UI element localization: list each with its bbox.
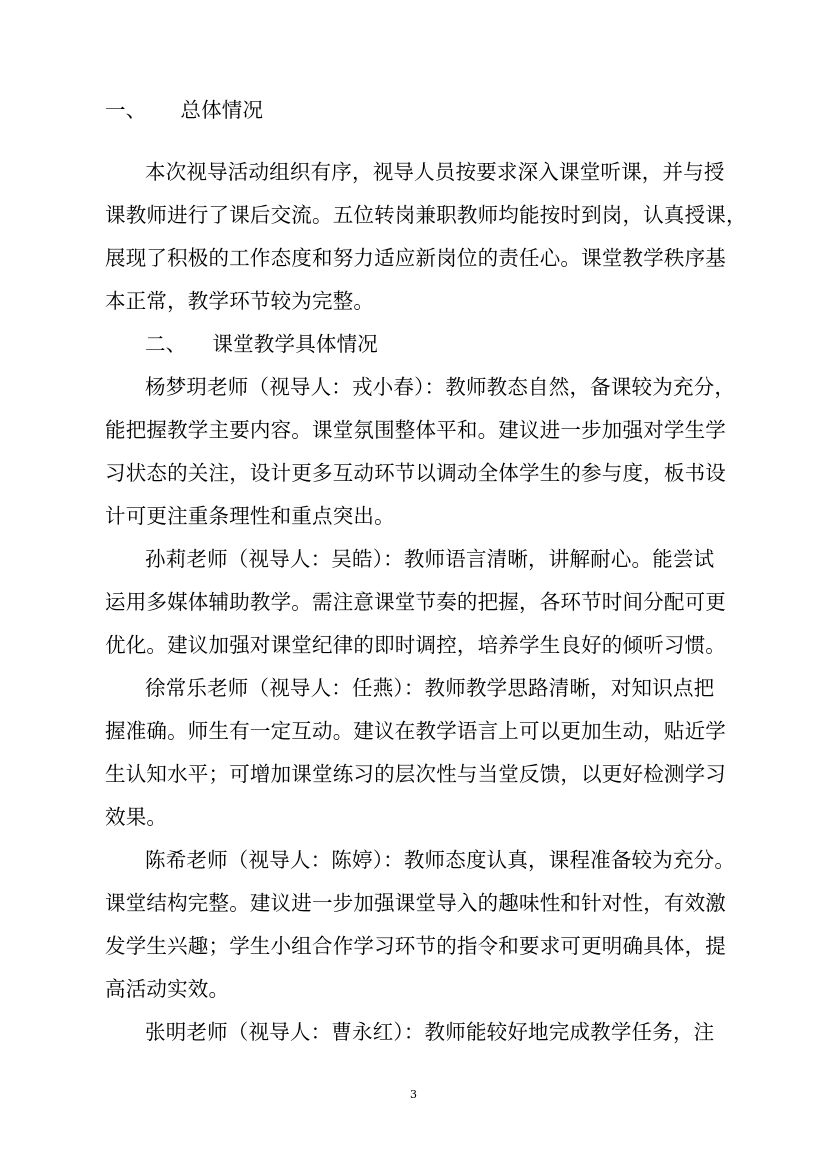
paragraph-line: 杨梦玥老师（视导人：戎小春）：教师教态自然，备课较为充分， <box>145 375 736 399</box>
paragraph-line: 高活动实效。 <box>105 977 230 1001</box>
paragraph-line: 效果。 <box>105 805 168 829</box>
paragraph-line: 发学生兴趣；学生小组合作学习环节的指令和要求可更明确具体，提 <box>105 934 726 958</box>
section-heading-classroom <box>145 330 378 358</box>
page-number: 3 <box>410 1088 417 1101</box>
paragraph-line: 运用多媒体辅助教学。需注意课堂节奏的把握，各环节时间分配可更 <box>105 590 726 614</box>
paragraph-line: 徐常乐老师（视导人：任燕）：教师教学思路清晰，对知识点把 <box>145 676 715 700</box>
paragraph-line: 本次视导活动组织有序，视导人员按要求深入课堂听课，并与授 <box>145 160 725 184</box>
paragraph-line: 课教师进行了课后交流。五位转岗兼职教师均能按时到岗，认真授课， <box>105 203 747 227</box>
paragraph-line: 握准确。师生有一定互动。建议在教学语言上可以更加生动，贴近学 <box>105 719 726 743</box>
paragraph-line: 能把握教学主要内容。课堂氛围整体平和。建议进一步加强对学生学 <box>105 418 726 442</box>
section-title: 总体情况 <box>180 98 264 122</box>
paragraph-line: 本正常，教学环节较为完整。 <box>105 289 375 313</box>
section-heading-overview <box>105 96 263 124</box>
paragraph-line: 课堂结构完整。建议进一步加强课堂导入的趣味性和针对性，有效激 <box>105 891 726 915</box>
section-title: 课堂教学具体情况 <box>212 332 379 356</box>
paragraph-line: 生认知水平；可增加课堂练习的层次性与当堂反馈，以更好检测学习 <box>105 762 726 786</box>
section-number: 一、 <box>105 98 147 122</box>
paragraph-line: 展现了积极的工作态度和努力适应新岗位的责任心。课堂教学秩序基 <box>105 246 726 270</box>
paragraph-line: 计可更注重条理性和重点突出。 <box>105 504 395 528</box>
paragraph-line: 优化。建议加强对课堂纪律的即时调控，培养学生良好的倾听习惯。 <box>105 633 726 657</box>
paragraph-line: 张明老师（视导人：曹永红）：教师能较好地完成教学任务，注 <box>145 1020 715 1044</box>
paragraph-line: 孙莉老师（视导人：吴皓）：教师语言清晰，讲解耐心。能尝试 <box>145 547 715 571</box>
paragraph-line: 陈希老师（视导人：陈婷）：教师态度认真，课程准备较为充分。 <box>145 848 736 872</box>
section-number: 二、 <box>145 332 187 356</box>
paragraph-line: 习状态的关注，设计更多互动环节以调动全体学生的参与度，板书设 <box>105 461 726 485</box>
